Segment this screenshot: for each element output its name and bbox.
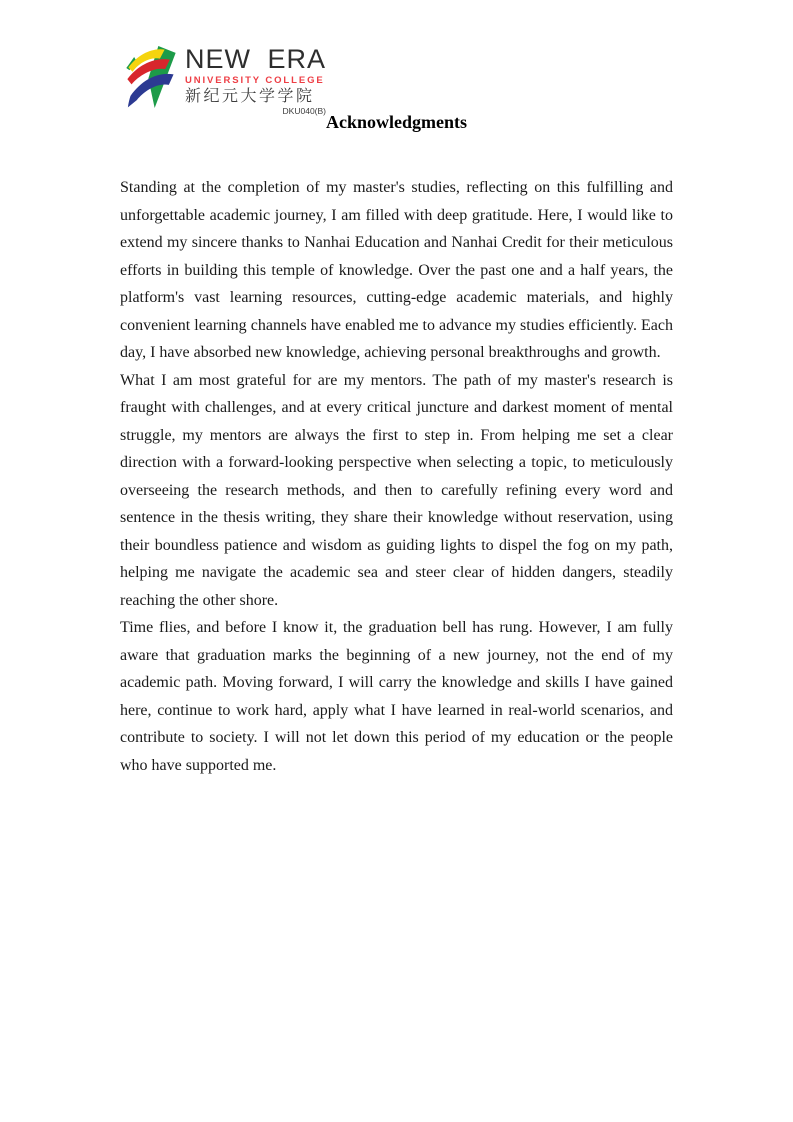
acknowledgment-paragraph: Standing at the completion of my master's studies, reflecting on this fulfilling and unforgettable academic journey, I am filled with deep gratitude. Here, I would like to extend my sincere thanks to Nanhai Education and Nanhai Credit for their meticulous efforts in building this temple of knowledge. Over the past one and a half years, the platform's vast learning resources, cutting-edge academic materials, and highly convenient learning channels have enabled me to advance my studies efficiently. Each day, I have absorbed new knowledge, achieving personal breakthroughs and growth. — [120, 179, 673, 361]
new-era-logo-icon — [125, 46, 178, 109]
logo-text-block — [185, 46, 326, 115]
new-era-logo — [125, 46, 326, 115]
logo-title: NEW ERA — [185, 44, 327, 74]
acknowledgment-paragraph: What I am most grateful for are my mentors. The path of my master's research is fraught with challenges, and at every critical juncture and darkest moment of mental struggle, my mentors are always the first to step in. From helping me set a clear direction with a forward-looking perspective when selecting a topic, to meticulously overseeing the research methods, and then to carefully refining every word and sentence in the thesis writing, they share their knowledge without reservation, using their boundless patience and wisdom as guiding lights to dispel the fog on my path, helping me navigate the academic sea and steer clear of hidden dangers, steadily reaching the other shore. — [120, 371, 673, 609]
logo-chinese-name: 新纪元大学学院 — [185, 87, 315, 105]
page-title: Acknowledgments — [325, 112, 467, 132]
logo-subtitle: UNIVERSITY COLLEGE — [185, 75, 325, 86]
acknowledgment-paragraph: Time flies, and before I know it, the graduation bell has rung. However, I am fully aware that graduation marks the beginning of a new journey, not the end of my academic path. Moving forward, I will carry the knowledge and skills I have gained here, continue to work hard, apply what I have learned in real-world scenarios, and contribute to society. I will not let down this period of my education or the people who have supported me. — [120, 619, 673, 774]
logo-accreditation-code: DKU040(B) — [282, 105, 327, 116]
acknowledgments-body — [120, 174, 673, 779]
